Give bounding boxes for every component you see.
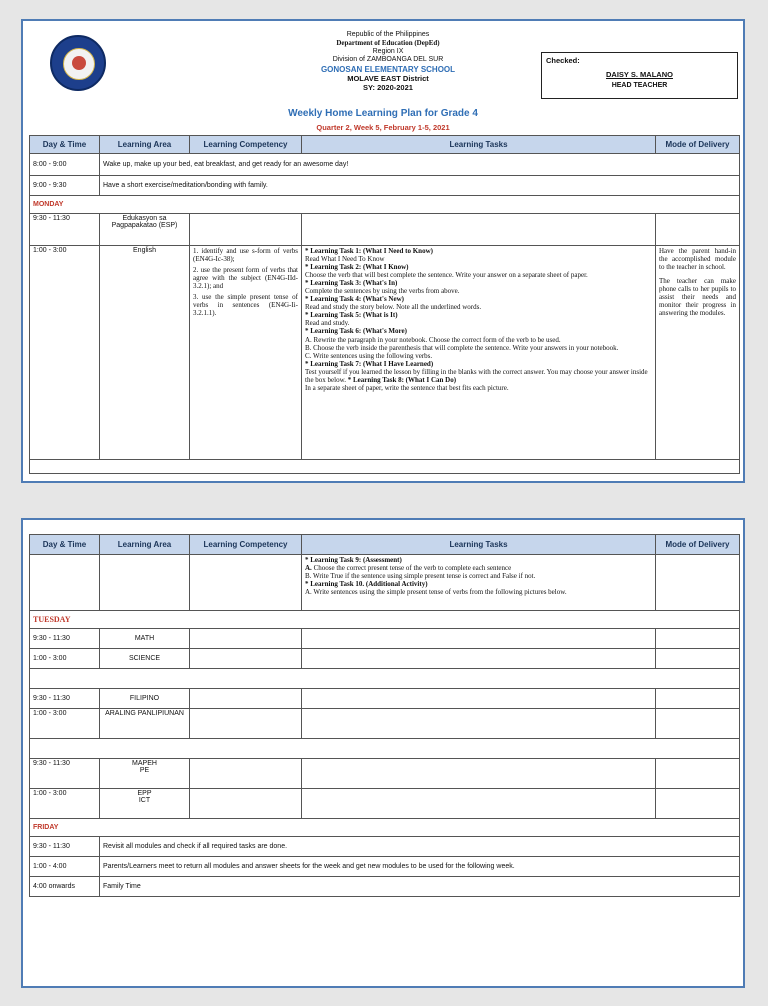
col-learning-competency: Learning Competency — [190, 535, 302, 555]
competency-item: 3. use the simple present tense of verbs in sentences (EN4G-Ii-3.2.1.1). — [193, 293, 298, 317]
learning-area-cell: Edukasyon sa Pagpapakatao (ESP) — [100, 214, 190, 246]
mode-of-delivery-cell — [656, 246, 740, 460]
routine-text: Family Time — [100, 877, 740, 897]
col-learning-area: Learning Area — [100, 535, 190, 555]
competency-cell — [190, 246, 302, 460]
day-row-friday — [30, 819, 740, 837]
table-row — [30, 649, 740, 669]
time-cell: 1:00 - 3:00 — [30, 789, 100, 819]
task-text: B. Write True if the sentence using simple present tense is correct and False if not. — [305, 572, 536, 581]
day-row-monday — [30, 196, 740, 214]
learning-area-cell: MATH — [100, 629, 190, 649]
routine-text: Wake up, make up your bed, eat breakfast, and get ready for an awesome day! — [100, 154, 740, 176]
task-title: * Learning Task 2: (What I Know) — [305, 263, 409, 272]
day-label: FRIDAY — [30, 819, 740, 837]
table-row — [30, 789, 740, 819]
time-cell: 9:30 - 11:30 — [30, 214, 100, 246]
table-row — [30, 176, 740, 196]
task-text: B. Choose the verb inside the parenthesis that will complete the sentence. Write your answers in your notebook. — [305, 343, 619, 352]
time-cell: 1:00 - 3:00 — [30, 709, 100, 739]
task-title: * Learning Task 5: (What is It) — [305, 311, 398, 320]
task-title: * Learning Task 4: (What's New) — [305, 295, 404, 304]
page-one — [21, 19, 745, 483]
time-cell: 1:00 - 3:00 — [30, 649, 100, 669]
col-mode-of-delivery: Mode of Delivery — [656, 136, 740, 154]
routine-text: Parents/Learners meet to return all modules and answer sheets for the week and get new modules to be used for the following week. — [100, 857, 740, 877]
table-header-row — [30, 535, 740, 555]
tasks-cell — [302, 246, 656, 460]
letterhead — [273, 31, 503, 92]
col-mode-of-delivery: Mode of Delivery — [656, 535, 740, 555]
table-row — [30, 837, 740, 857]
plan-title: Weekly Home Learning Plan for Grade 4 — [288, 108, 478, 119]
school-name: GONOSAN ELEMENTARY SCHOOL — [320, 64, 456, 74]
task-text: Read and study. — [305, 319, 350, 328]
task-title: * Learning Task 3: (What's In) — [305, 279, 398, 288]
task-title: * Learning Task 9: (Assessment) — [305, 556, 402, 564]
learning-area-cell: EPP ICT — [100, 789, 190, 819]
republic-line: Republic of the Philippines — [346, 31, 430, 38]
col-learning-tasks: Learning Tasks — [302, 136, 656, 154]
table-row — [30, 709, 740, 739]
checked-label: Checked: — [546, 56, 580, 65]
task-title: * Learning Task 1: (What I Need to Know) — [305, 247, 433, 255]
task-title: * Learning Task 8: (What I Can Do) — [347, 375, 457, 384]
time-cell: 9:30 - 11:30 — [30, 759, 100, 789]
checker-name: DAISY S. MALANO — [606, 70, 673, 79]
time-cell: 1:00 - 4:00 — [30, 857, 100, 877]
table-row — [30, 246, 740, 460]
time-cell: 4:00 onwards — [30, 877, 100, 897]
routine-text: Have a short exercise/meditation/bonding with family. — [100, 176, 740, 196]
routine-text: Revisit all modules and check if all required tasks are done. — [100, 837, 740, 857]
mode-text: The teacher can make phone calls to her pupils to assist their needs and monitor their progress in answering the modules. — [659, 277, 736, 317]
checked-by-box — [541, 52, 738, 99]
learning-plan-table — [29, 534, 740, 897]
task-text: C. Write sentences using the following verbs. — [305, 351, 433, 360]
learning-area-cell: MAPEH PE — [100, 759, 190, 789]
competency-item: 2. use the present form of verbs that agree with the subject (EN4G-IId-3.2.1); and — [193, 266, 298, 290]
page-two — [21, 518, 745, 988]
time-cell: 9:30 - 11:30 — [30, 689, 100, 709]
deped-seal-logo — [50, 35, 106, 91]
col-day-time: Day & Time — [30, 136, 100, 154]
day-label: TUESDAY — [30, 611, 740, 629]
col-learning-competency: Learning Competency — [190, 136, 302, 154]
time-cell: 9:00 - 9:30 — [30, 176, 100, 196]
table-row — [30, 759, 740, 789]
table-row — [30, 629, 740, 649]
time-cell: 1:00 - 3:00 — [30, 246, 100, 460]
col-learning-tasks: Learning Tasks — [302, 535, 656, 555]
tasks-cell — [302, 555, 656, 611]
day-label: MONDAY — [30, 196, 740, 214]
time-cell: 9:30 - 11:30 — [30, 629, 100, 649]
col-learning-area: Learning Area — [100, 136, 190, 154]
mode-text: Have the parent hand-in the accomplished module to the teacher in school. — [659, 247, 736, 271]
learning-area-cell: FILIPINO — [100, 689, 190, 709]
task-text: Read and study the story below. Note all the underlined words. — [305, 303, 482, 312]
task-title: A. — [305, 564, 312, 573]
task-title: * Learning Task 7: (What I Have Learned) — [305, 359, 434, 368]
department-line: Department of Education (DepEd) — [336, 39, 440, 48]
division-line: Division of ZAMBOANGA DEL SUR — [332, 56, 444, 64]
task-text: Read What I Need To Know — [305, 255, 385, 264]
table-row — [30, 460, 740, 474]
col-day-time: Day & Time — [30, 535, 100, 555]
table-row — [30, 154, 740, 176]
table-row — [30, 669, 740, 689]
school-year: SY: 2020-2021 — [363, 83, 413, 93]
learning-plan-table — [29, 135, 740, 474]
time-cell: 8:00 - 9:00 — [30, 154, 100, 176]
table-row — [30, 689, 740, 709]
learning-area-cell: ARALING PANLIPIUNAN — [100, 709, 190, 739]
table-row — [30, 214, 740, 246]
checker-position: HEAD TEACHER — [611, 82, 668, 89]
district-line: MOLAVE EAST District — [347, 74, 429, 84]
task-text: Complete the sentences by using the verbs from above. — [305, 287, 460, 296]
competency-item: 1. identify and use s-form of verbs (EN4G-Ic-38); — [193, 247, 298, 263]
task-text: Test yourself if you learned the lesson by filling in the blanks with the correct answer. You may choose your answer inside the box below. — [305, 367, 648, 384]
region-line: Region IX — [372, 47, 404, 55]
table-header-row — [30, 136, 740, 154]
table-row — [30, 877, 740, 897]
table-row — [30, 739, 740, 759]
task-text: In a separate sheet of paper, write the sentence that best fits each picture. — [305, 383, 509, 392]
day-row-tuesday — [30, 611, 740, 629]
task-title: * Learning Task 10. (Additional Activity) — [305, 580, 428, 589]
task-text: A. Rewrite the paragraph in your notebook. Choose the correct form of the verb to be used. — [305, 335, 561, 344]
task-text: Choose the correct present tense of the verb to complete each sentence — [311, 564, 512, 573]
learning-area-cell: English — [100, 246, 190, 460]
task-text: Choose the verb that will best complete the sentence. Write your answer on a separate sheet of paper. — [305, 271, 588, 280]
plan-subtitle: Quarter 2, Week 5, February 1-5, 2021 — [316, 123, 450, 132]
table-row — [30, 857, 740, 877]
table-row — [30, 555, 740, 611]
time-cell: 9:30 - 11:30 — [30, 837, 100, 857]
task-text: A. Write sentences using the simple present tense of verbs from the following pictures below. — [305, 588, 567, 597]
learning-area-cell: SCIENCE — [100, 649, 190, 669]
task-title: * Learning Task 6: (What's More) — [305, 327, 407, 336]
